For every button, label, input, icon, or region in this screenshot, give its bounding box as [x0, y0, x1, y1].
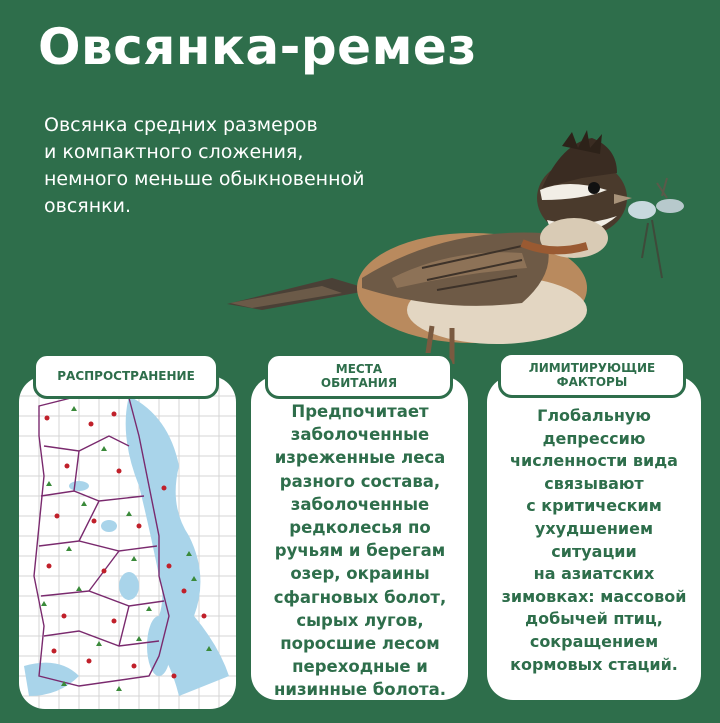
habitat-tab-label: ОБИТАНИЯ	[320, 376, 398, 390]
intro-line: немного меньше обыкновенной	[44, 168, 365, 190]
habitat-line: озер, окраины	[290, 564, 430, 584]
limiting-line: кормовых стаций.	[510, 654, 678, 674]
habitat-line: изреженные леса	[274, 448, 446, 468]
limiting-line: с критическим	[526, 496, 662, 516]
distribution-card	[19, 376, 236, 709]
distribution-tab-label: РАСПРОСТРАНЕНИЕ	[57, 369, 195, 383]
page-title: Овсянка-ремез	[38, 18, 477, 76]
habitat-text	[255, 400, 465, 702]
limiting-line: добычей птиц,	[525, 609, 663, 629]
distribution-tab	[33, 353, 219, 399]
habitat-line: Предпочитает	[291, 402, 429, 421]
limiting-line: связывают	[544, 473, 644, 493]
intro-line: овсянки.	[44, 195, 131, 217]
limiting-line: зимовках: массовой	[501, 586, 687, 606]
intro-line: и компактного сложения,	[44, 141, 304, 163]
habitat-tab	[265, 353, 453, 399]
intro-line: Овсянка средних размеров	[44, 114, 318, 136]
limiting-line: сокращением	[529, 631, 659, 651]
habitat-line: заболоченные	[290, 425, 430, 445]
limiting-tab-label: ЛИМИТИРУЮЩИЕ	[528, 361, 656, 375]
habitat-line: заболоченные	[290, 494, 430, 514]
limiting-line: на азиатских	[533, 564, 655, 584]
limiting-tab-label: ФАКТОРЫ	[556, 375, 628, 389]
habitat-line: редколесья по	[289, 518, 431, 538]
distribution-map-icon	[19, 376, 236, 709]
habitat-line: низинные болота.	[273, 680, 446, 700]
limiting-line: ухудшением	[534, 518, 654, 538]
limiting-line: численности вида	[510, 451, 678, 471]
limiting-line: Глобальную	[537, 406, 651, 425]
limiting-line: депрессию	[542, 428, 646, 448]
bird-image	[222, 128, 692, 368]
habitat-line: переходные и	[292, 657, 428, 677]
habitat-line: разного состава,	[279, 471, 441, 491]
limiting-tab	[498, 352, 686, 398]
habitat-line: ручьям и берегам	[274, 541, 446, 561]
limiting-text	[490, 405, 698, 676]
limiting-line: ситуации	[551, 541, 637, 561]
habitat-line: поросшие лесом	[280, 634, 440, 654]
habitat-tab-label: МЕСТА	[335, 362, 383, 376]
habitat-line: сфагновых болот,	[273, 587, 447, 607]
habitat-line: сырых лугов,	[296, 610, 424, 630]
